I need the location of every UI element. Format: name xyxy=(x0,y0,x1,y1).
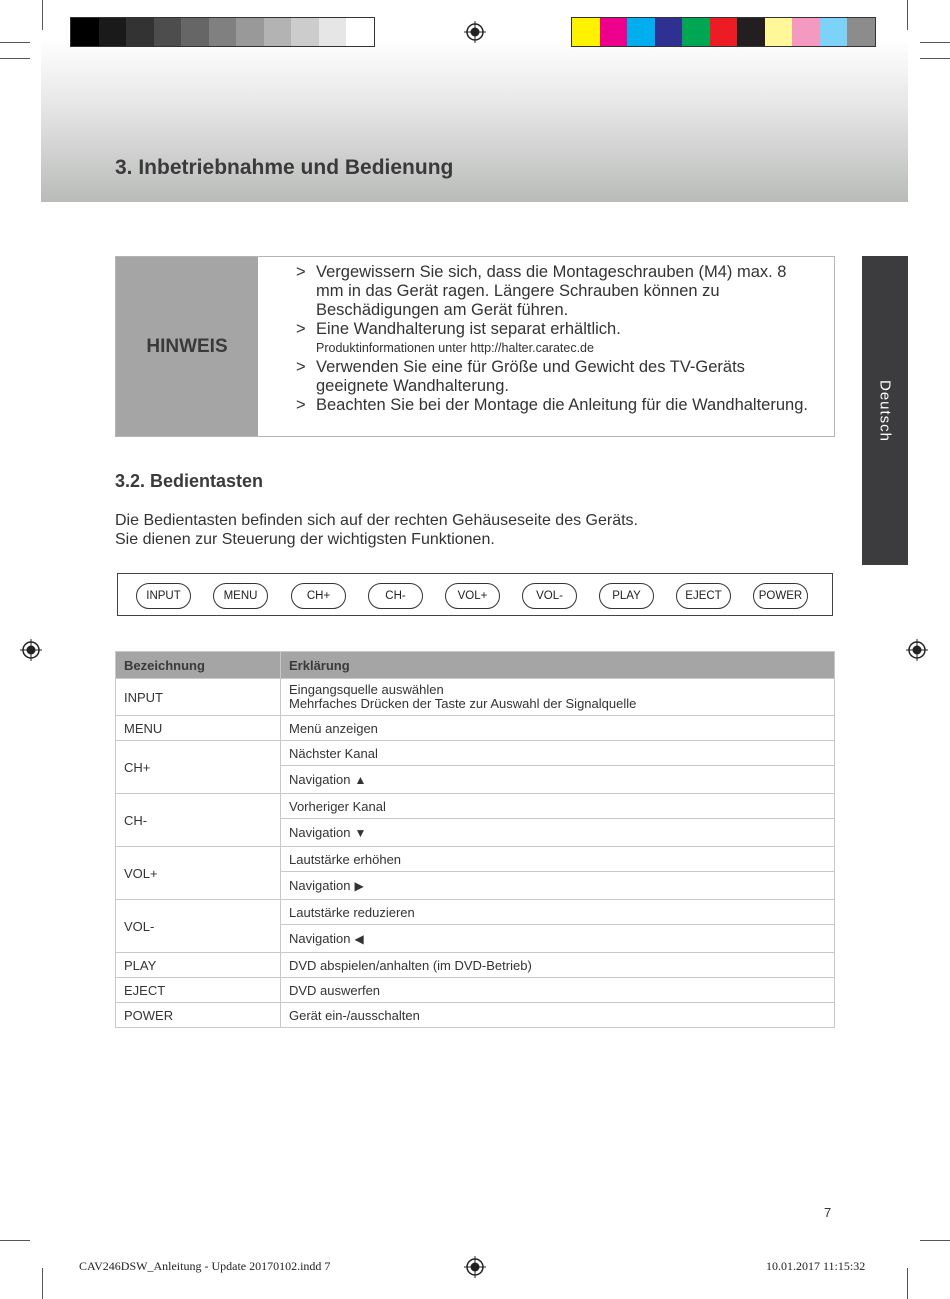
registration-mark-icon xyxy=(464,1256,486,1278)
registration-mark-icon xyxy=(20,639,42,661)
desc-line: Eingangsquelle auswählen xyxy=(289,682,444,697)
registration-mark-icon xyxy=(464,21,486,43)
notice-body xyxy=(296,263,816,415)
registration-mark-icon xyxy=(906,639,928,661)
column-header: Bezeichnung xyxy=(116,652,281,679)
color-swatch xyxy=(291,18,319,46)
table-cell-name: EJECT xyxy=(116,978,281,1003)
table-cell-name: CH+ xyxy=(116,741,281,794)
table-row xyxy=(116,1003,835,1028)
process-color-bar xyxy=(571,17,876,47)
color-swatch xyxy=(600,18,628,46)
table-header-row xyxy=(116,652,835,679)
table-cell-desc: Gerät ein-/ausschalten xyxy=(281,1003,835,1028)
language-tab-label: Deutsch xyxy=(876,379,894,442)
crop-mark xyxy=(920,1240,950,1241)
panel-button-power: POWER xyxy=(753,583,808,609)
color-swatch xyxy=(99,18,127,46)
arrow-left-icon: ◀ xyxy=(354,932,364,946)
footer-file: CAV246DSW_Anleitung - Update 20170102.indd 7 xyxy=(79,1259,331,1273)
table-row xyxy=(116,953,835,978)
table-cell-name: VOL+ xyxy=(116,847,281,900)
crop-mark xyxy=(0,58,30,59)
notice-box xyxy=(115,256,835,437)
intro-line: Die Bedientasten befinden sich auf der rechten Gehäuseseite des Geräts. xyxy=(115,512,638,529)
section-intro xyxy=(115,511,638,549)
arrow-up-icon: ▲ xyxy=(354,773,367,787)
table-cell-name: PLAY xyxy=(116,953,281,978)
table-row xyxy=(116,679,835,716)
table-row xyxy=(116,847,835,872)
section-title: 3.2. Bedientasten xyxy=(115,471,264,491)
table-cell-desc xyxy=(281,679,835,716)
table-cell-name: POWER xyxy=(116,1003,281,1028)
notice-item: > Vergewissern Sie sich, dass die Montageschrauben (M4) max. 8 mm in das Gerät ragen. Längere Schrauben können zu Beschädigungen am Gerät führen. xyxy=(296,263,816,320)
table-cell-desc: DVD auswerfen xyxy=(281,978,835,1003)
notice-item: > Beachten Sie bei der Montage die Anleitung für die Wandhalterung. xyxy=(296,396,816,415)
notice-item: > Verwenden Sie eine für Größe und Gewicht des TV-Geräts geeignete Wandhalterung. xyxy=(296,358,816,396)
table-cell-desc: Vorheriger Kanal xyxy=(281,794,835,819)
color-swatch xyxy=(154,18,182,46)
table-cell-name: VOL- xyxy=(116,900,281,953)
footer-timestamp: 10.01.2017 11:15:32 xyxy=(766,1259,866,1273)
crop-mark xyxy=(920,58,950,59)
arrow-right-icon: ▶ xyxy=(354,879,364,893)
control-button-panel xyxy=(117,573,833,616)
color-swatch xyxy=(765,18,793,46)
table-row xyxy=(116,978,835,1003)
table-row xyxy=(116,900,835,925)
language-tab xyxy=(862,256,908,565)
color-swatch xyxy=(264,18,292,46)
panel-button-play: PLAY xyxy=(599,583,654,609)
notice-small-note: Produktinformationen unter http://halter.caratec.de xyxy=(316,341,594,355)
panel-button-input: INPUT xyxy=(136,583,191,609)
table-cell-nav xyxy=(281,872,835,900)
color-swatch xyxy=(792,18,820,46)
page-title: 3. Inbetriebnahme und Bedienung xyxy=(115,156,454,179)
intro-line: Sie dienen zur Steuerung der wichtigsten Funktionen. xyxy=(115,531,495,548)
table-cell-name: CH- xyxy=(116,794,281,847)
table-cell-name: INPUT xyxy=(116,679,281,716)
button-function-table xyxy=(115,651,835,1028)
table-cell-desc: Lautstärke erhöhen xyxy=(281,847,835,872)
panel-button-vol-plus: VOL+ xyxy=(445,583,500,609)
table-cell-desc: Nächster Kanal xyxy=(281,741,835,766)
color-swatch xyxy=(209,18,237,46)
table-cell-desc: DVD abspielen/anhalten (im DVD-Betrieb) xyxy=(281,953,835,978)
nav-label: Navigation xyxy=(289,772,351,787)
panel-button-ch-plus: CH+ xyxy=(291,583,346,609)
arrow-down-icon: ▼ xyxy=(354,826,367,840)
color-swatch xyxy=(71,18,99,46)
nav-label: Navigation xyxy=(289,931,351,946)
table-row xyxy=(116,794,835,819)
color-swatch xyxy=(627,18,655,46)
table-cell-desc: Lautstärke reduzieren xyxy=(281,900,835,925)
table-cell-nav xyxy=(281,925,835,953)
color-swatch xyxy=(737,18,765,46)
table-row xyxy=(116,741,835,766)
color-swatch xyxy=(847,18,875,46)
crop-mark xyxy=(42,1268,43,1299)
notice-item: > Eine Wandhalterung ist separat erhältlich. xyxy=(296,320,816,339)
crop-mark xyxy=(920,42,950,43)
crop-mark xyxy=(0,1240,30,1241)
page-number: 7 xyxy=(824,1205,832,1220)
crop-mark xyxy=(0,42,30,43)
crop-mark xyxy=(42,0,43,30)
table-cell-nav xyxy=(281,766,835,794)
crop-mark xyxy=(907,1268,908,1299)
table-cell-nav xyxy=(281,819,835,847)
table-cell-name: MENU xyxy=(116,716,281,741)
color-swatch xyxy=(126,18,154,46)
notice-label: HINWEIS xyxy=(116,257,258,436)
grayscale-color-bar xyxy=(70,17,375,47)
color-swatch xyxy=(710,18,738,46)
desc-line: Mehrfaches Drücken der Taste zur Auswahl der Signalquelle xyxy=(289,696,637,711)
color-swatch xyxy=(346,18,374,46)
table-cell-desc: Menü anzeigen xyxy=(281,716,835,741)
color-swatch xyxy=(181,18,209,46)
crop-mark xyxy=(907,0,908,30)
color-swatch xyxy=(236,18,264,46)
panel-button-vol-minus: VOL- xyxy=(522,583,577,609)
nav-label: Navigation xyxy=(289,825,351,840)
color-swatch xyxy=(655,18,683,46)
color-swatch xyxy=(319,18,347,46)
column-header: Erklärung xyxy=(281,652,835,679)
color-swatch xyxy=(820,18,848,46)
color-swatch xyxy=(572,18,600,46)
color-swatch xyxy=(682,18,710,46)
panel-button-ch-minus: CH- xyxy=(368,583,423,609)
panel-button-eject: EJECT xyxy=(676,583,731,609)
nav-label: Navigation xyxy=(289,878,351,893)
table-row xyxy=(116,716,835,741)
panel-button-menu: MENU xyxy=(213,583,268,609)
